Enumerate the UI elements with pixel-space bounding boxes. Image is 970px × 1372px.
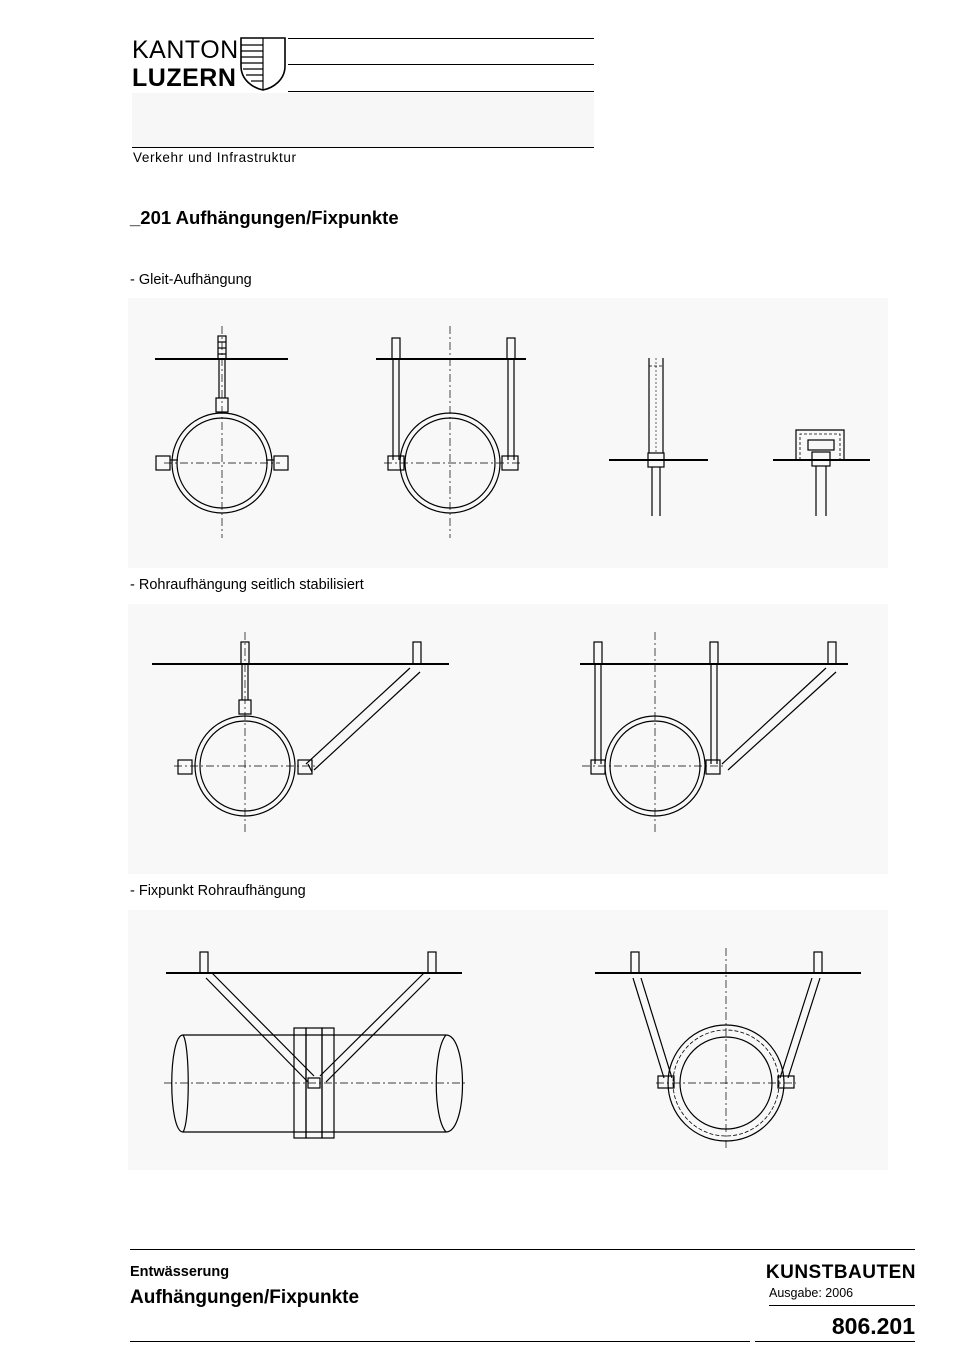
footer-title: Aufhängungen/Fixpunkte <box>130 1287 360 1308</box>
hanger-single-rod <box>155 326 288 538</box>
section-label-laterally-stabilized: - Rohraufhängung seitlich stabilisiert <box>130 577 364 593</box>
drawing-fixed-point <box>128 910 888 1170</box>
fixed-point-front-view <box>595 948 861 1148</box>
hanger-double-rod <box>376 326 526 538</box>
hanger-with-diagonal-brace <box>152 632 449 834</box>
footer-rule-top <box>130 1249 915 1250</box>
drawing-sliding-hanger <box>128 298 888 568</box>
coat-of-arms-icon <box>239 36 287 92</box>
footer-category: Entwässerung <box>130 1264 230 1280</box>
logo-text-luzern: LUZERN <box>132 64 237 92</box>
page-title: _201 Aufhängungen/Fixpunkte <box>130 207 399 228</box>
document-number: 806.201 <box>831 1313 915 1339</box>
header-rule <box>288 64 594 65</box>
footer-edition: Ausgabe: 2006 <box>769 1286 854 1300</box>
section-label-sliding-hanger: - Gleit-Aufhängung <box>130 272 252 288</box>
footer-rule-mid <box>769 1305 915 1306</box>
logo-text-kanton: KANTON <box>132 36 239 64</box>
footer-rule-bottom <box>130 1341 750 1342</box>
channel-section-view <box>773 430 870 516</box>
header-rule <box>132 147 594 148</box>
header-rule <box>288 38 594 39</box>
footer-rule-bottom-right <box>755 1341 915 1342</box>
sliding-rod-side-view <box>609 358 708 516</box>
header-shade <box>132 93 594 147</box>
footer-series: KUNSTBAUTEN <box>765 1262 916 1283</box>
section-label-fixed-point: - Fixpunkt Rohraufhängung <box>130 883 306 899</box>
header-rule <box>288 91 594 92</box>
division-name: Verkehr und Infrastruktur <box>133 150 297 165</box>
drawing-laterally-stabilized <box>128 604 888 874</box>
fixed-point-side-view <box>164 952 466 1138</box>
double-hanger-with-diagonal-brace <box>580 632 848 834</box>
